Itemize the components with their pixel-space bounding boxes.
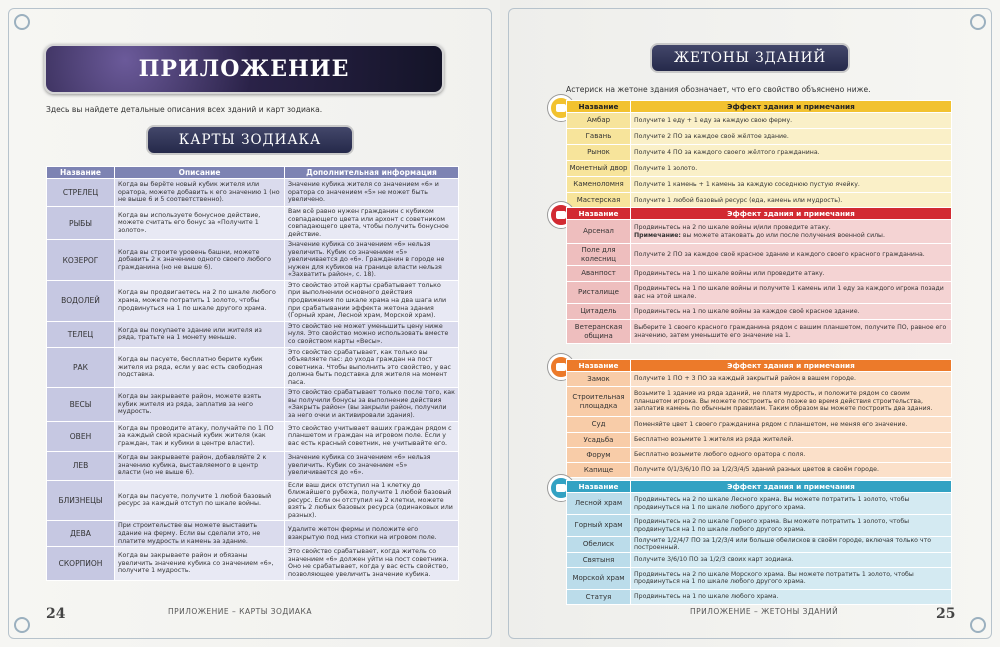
- zodiac-extra-info: Если ваш диск отступил на 1 клетку до ближайшего рубежа, получите 1 любой базовый ресурс. Если он отступил на 2 клетки, можете взять 2 любых базовых ресурса (одинаковых или разных).: [285, 480, 459, 521]
- building-name: Горный храм: [567, 515, 631, 537]
- column-header: Название: [567, 101, 631, 113]
- building-effect: [631, 567, 952, 589]
- building-name: Святыня: [567, 552, 631, 567]
- building-name: Аванпост: [567, 266, 631, 282]
- table-row: [47, 421, 459, 451]
- building-effect: [631, 320, 952, 344]
- intro-text: Астериск на жетоне здания обозначает, что его свойство объяснено ниже.: [566, 85, 871, 94]
- zodiac-description: Когда вы используете бонусное действие, можете считать его бонус за «Получите 1 золото».: [115, 207, 285, 240]
- table-row: [567, 567, 952, 589]
- building-effect: [631, 129, 952, 145]
- zodiac-extra-info: Значение кубика со значением «6» нельзя увеличить. Кубик со значением «5» увеличивается до «6». Гражданин в городе не нужен для кубиков на границе власти нельзя «Захватить район», с. 18).: [285, 240, 459, 281]
- building-name: Ристалище: [567, 282, 631, 304]
- table-row: [47, 388, 459, 421]
- zodiac-description: Когда вы берёте новый кубик жителя или оратора, можете добавить к его значению 1 (но не выше 6 и 5 соответственно).: [115, 179, 285, 207]
- zodiac-description: Когда вы пасуете, бесплатно берите кубик жителя из ряда, если у вас есть свободная подставка.: [115, 347, 285, 388]
- zodiac-extra-info: Вам всё равно нужен гражданин с кубиком совпадающего цвета или архонт с советником совпадающего цвета, чтобы получить бонусное действие.: [285, 207, 459, 240]
- building-name: Цитадель: [567, 304, 631, 320]
- effect-text: Поменяйте цвет 1 своего гражданина рядом с планшетом, не меняя его значение.: [634, 420, 908, 428]
- yellow-table-body: [567, 113, 952, 209]
- table-row: [567, 372, 952, 387]
- effect-text: Получите 1 золото.: [634, 164, 698, 172]
- red-table-body: [567, 220, 952, 344]
- zodiac-extra-info: Это свойство срабатывает, когда житель со значением «6» должен уйти на пост советника. Оно не срабатывает, когда у вас есть свойство, позволяющее увеличить значение кубика.: [285, 547, 459, 580]
- blue-buildings-table: [566, 480, 952, 605]
- table-row: [47, 521, 459, 547]
- building-name: Строительная площадка: [567, 387, 631, 417]
- table-row: [567, 448, 952, 463]
- zodiac-extra-info: Это свойство не может уменьшить цену ниже нуля. Это свойство можно использовать вместе со свойством карты «Весы».: [285, 321, 459, 347]
- table-row: [567, 161, 952, 177]
- effect-text: Бесплатно возьмите 1 жителя из ряда жителей.: [634, 436, 794, 444]
- table-row: [567, 145, 952, 161]
- zodiac-name: СТРЕЛЕЦ: [47, 179, 115, 207]
- table-row: [567, 244, 952, 266]
- effect-text: Выберите 1 своего красного гражданина рядом с вашим планшетом, получите ПО, равное его значению, затем уменьшите его значение на 1.: [634, 324, 947, 339]
- effect-text: Продвиньтесь на 2 по шкале Морского храма. Вы можете потратить 1 золото, чтобы продвинуться на 1 по шкале любого другого храма.: [634, 570, 914, 586]
- building-effect: [631, 417, 952, 433]
- corner-ornament-icon: [970, 617, 986, 633]
- column-header: Название: [567, 208, 631, 220]
- corner-ornament-icon: [970, 14, 986, 30]
- table-row: [567, 304, 952, 320]
- page-number: 25: [936, 606, 956, 622]
- building-name: Форум: [567, 448, 631, 463]
- zodiac-description: Когда вы проводите атаку, получайте по 1 ПО за каждый свой красный кубик жителя (как граждан, так и кубики в центре власти).: [115, 421, 285, 451]
- table-row: [567, 589, 952, 604]
- table-row: [47, 240, 459, 281]
- appendix-banner: [44, 44, 444, 94]
- zodiac-description: Когда вы строите уровень башни, можете добавить 2 к значению одного своего любого гражданина (но не выше 6).: [115, 240, 285, 281]
- column-header: Название: [567, 360, 631, 372]
- column-header: Эффект здания и примечания: [631, 360, 952, 372]
- zodiac-table-body: [47, 179, 459, 581]
- building-name: Каменоломня: [567, 177, 631, 193]
- note-text: вы можете атаковать до или после получения военной силы.: [682, 231, 885, 239]
- zodiac-description: Когда вы пасуете, получите 1 любой базовый ресурс за каждый отступ по шкале войны.: [115, 480, 285, 521]
- table-row: [567, 463, 952, 478]
- building-name: Статуя: [567, 589, 631, 604]
- table-row: [567, 552, 952, 567]
- effect-text: Продвиньтесь на 2 по шкале Горного храма. Вы можете потратить 1 золото, чтобы продвинуться на 1 по шкале любого другого храма.: [634, 518, 910, 533]
- zodiac-description: Когда вы закрываете район, можете взять кубик жителя из ряда, заплатив за него мудрость.: [115, 388, 285, 421]
- section-title: ЖЕТОНЫ ЗДАНИЙ: [673, 50, 827, 66]
- corner-ornament-icon: [14, 14, 30, 30]
- red-buildings-table: [566, 207, 952, 344]
- zodiac-name: ДЕВА: [47, 521, 115, 547]
- effect-text: Возьмите 1 здание из ряда зданий, не платя мудрость, и положите рядом со своим планшетом игрока. Вы можете построить его позже во время действия строительства, заплатив камень по обычным правилам. Таким образом вы можете построить два здания.: [634, 390, 933, 413]
- building-name: Мастерская: [567, 193, 631, 209]
- table-header: [47, 167, 459, 179]
- zodiac-name: ВЕСЫ: [47, 388, 115, 421]
- corner-ornament-icon: [14, 617, 30, 633]
- section-title: КАРТЫ ЗОДИАКА: [178, 132, 322, 148]
- zodiac-extra-info: Значение кубика со значением «6» нельзя увеличить. Кубик со значением «5» увеличивается до «6».: [285, 451, 459, 480]
- building-effect: [631, 266, 952, 282]
- effect-text: Получите 1 ПО + 3 ПО за каждый закрытый район в вашем городе.: [634, 375, 856, 383]
- table-row: [567, 266, 952, 282]
- building-effect: [631, 463, 952, 478]
- table-row: [567, 493, 952, 515]
- zodiac-extra-info: Это свойство срабатывает, как только вы объявляете пас: до ухода граждан на пост советника. Чтобы выполнить это свойство, у вас должна быть подставка для жителя на момент паса.: [285, 347, 459, 388]
- building-name: Гавань: [567, 129, 631, 145]
- section-banner: [650, 43, 850, 73]
- effect-text: Получите 2 ПО за каждое своё жёлтое здание.: [634, 132, 789, 140]
- building-name: Морской храм: [567, 567, 631, 589]
- zodiac-name: ВОДОЛЕЙ: [47, 280, 115, 321]
- zodiac-name: РАК: [47, 347, 115, 388]
- building-name: Арсенал: [567, 220, 631, 244]
- page-footer: ПРИЛОЖЕНИЕ – ЖЕТОНЫ ЗДАНИЙ: [690, 607, 839, 616]
- zodiac-extra-info: Это свойство учитывает ваших граждан рядом с планшетом и граждан на игровом поле. Если у вас есть красный советник, не учитывайте его.: [285, 421, 459, 451]
- effect-text: Получите 1 еду + 1 еду за каждую свою ферму.: [634, 116, 793, 124]
- zodiac-name: ЛЕВ: [47, 451, 115, 480]
- column-header: Дополнительная информация: [285, 167, 459, 179]
- note-label: Примечание:: [634, 231, 681, 239]
- table-row: [47, 451, 459, 480]
- table-row: [567, 417, 952, 433]
- building-effect: [631, 244, 952, 266]
- building-effect: [631, 537, 952, 553]
- zodiac-extra-info: Это свойство срабатывает только после того, как вы получили бонусы за выполнение действия «Закрыть район» (вы закрыли район, получили за него очки и активировали здания).: [285, 388, 459, 421]
- building-name: Замок: [567, 372, 631, 387]
- section-banner: [146, 125, 354, 155]
- effect-text: Получите 3/6/10 ПО за 1/2/3 своих карт зодиака.: [634, 556, 794, 564]
- building-name: Усадьба: [567, 433, 631, 448]
- effect-text: Продвиньтесь на 1 по шкале войны или проведите атаку.: [634, 269, 825, 277]
- zodiac-table: [46, 166, 459, 581]
- effect-text: Получите 1/2/4/7 ПО за 1/2/3/4 или больше обелисков в своём городе, включая только что построенный.: [634, 537, 931, 552]
- building-effect: [631, 387, 952, 417]
- table-row: [47, 179, 459, 207]
- table-row: [567, 433, 952, 448]
- table-row: [567, 537, 952, 553]
- zodiac-name: РЫБЫ: [47, 207, 115, 240]
- zodiac-description: Когда вы закрываете район, добавляйте 2 к значению кубика, выставляемого в центр власти (но не выше 6).: [115, 451, 285, 480]
- building-name: Поле для колесниц: [567, 244, 631, 266]
- zodiac-description: Когда вы закрываете район и обязаны увеличить значение кубика со значением «6», получите 1 мудрость.: [115, 547, 285, 580]
- effect-text: Получите 4 ПО за каждого своего жёлтого гражданина.: [634, 148, 820, 156]
- zodiac-name: ТЕЛЕЦ: [47, 321, 115, 347]
- column-header: Эффект здания и примечания: [631, 101, 952, 113]
- table-row: [47, 207, 459, 240]
- zodiac-description: Когда вы покупаете здание или жителя из ряда, тратьте на 1 монету меньше.: [115, 321, 285, 347]
- zodiac-description: Когда вы продвигаетесь на 2 по шкале любого храма, можете потратить 1 золото, чтобы продвинуться на 1 по шкале другого храма.: [115, 280, 285, 321]
- yellow-buildings-table: [566, 100, 952, 209]
- effect-text: Получите 1 любой базовый ресурс (еда, камень или мудрость).: [634, 196, 843, 204]
- effect-text: Продвиньтесь на 2 по шкале войны и/или проведите атаку.: [634, 224, 831, 232]
- effect-text: Продвиньтесь на 1 по шкале любого храма.: [634, 593, 779, 601]
- zodiac-name: ОВЕН: [47, 421, 115, 451]
- zodiac-name: КОЗЕРОГ: [47, 240, 115, 281]
- building-name: Амбар: [567, 113, 631, 129]
- zodiac-extra-info: Значение кубика жителя со значением «6» и оратора со значением «5» не может быть увеличено.: [285, 179, 459, 207]
- table-row: [47, 321, 459, 347]
- zodiac-extra-info: Это свойство этой карты срабатывает только при выполнении основного действия продвижения по шкале храма на два шага или при срабатывании эффекта жетона здания (Горный храм, Лесной храм, Морской храм).: [285, 280, 459, 321]
- orange-table-body: [567, 372, 952, 478]
- building-name: Лесной храм: [567, 493, 631, 515]
- column-header: Название: [47, 167, 115, 179]
- effect-text: Продвиньтесь на 2 по шкале Лесного храма. Вы можете потратить 1 золото, чтобы продвинуться на 1 по шкале любого другого храма.: [634, 496, 910, 511]
- building-name: Обелиск: [567, 537, 631, 553]
- building-name: Капище: [567, 463, 631, 478]
- blue-table-body: [567, 493, 952, 605]
- building-effect: [631, 113, 952, 129]
- building-name: Суд: [567, 417, 631, 433]
- column-header: Эффект здания и примечания: [631, 481, 952, 493]
- column-header: Описание: [115, 167, 285, 179]
- effect-text: Продвиньтесь на 1 по шкале войны за каждое своё красное здание.: [634, 307, 860, 315]
- table-row: [47, 547, 459, 580]
- table-row: [567, 387, 952, 417]
- building-name: Ветеранская община: [567, 320, 631, 344]
- building-effect: [631, 282, 952, 304]
- building-effect: [631, 589, 952, 604]
- zodiac-extra-info: Удалите жетон фермы и положите его взакрытую под низ стопки на игровом поле.: [285, 521, 459, 547]
- table-row: [47, 347, 459, 388]
- building-effect: [631, 515, 952, 537]
- column-header: Эффект здания и примечания: [631, 208, 952, 220]
- building-effect: [631, 448, 952, 463]
- table-row: [567, 113, 952, 129]
- page-footer: ПРИЛОЖЕНИЕ – КАРТЫ ЗОДИАКА: [168, 607, 312, 616]
- effect-text: Получите 1 камень + 1 камень за каждую соседнюю пустую ячейку.: [634, 180, 860, 188]
- building-effect: [631, 304, 952, 320]
- effect-text: Получите 2 ПО за каждое своё красное здание и каждого своего красного гражданина.: [634, 250, 925, 258]
- table-row: [47, 480, 459, 521]
- zodiac-name: БЛИЗНЕЦЫ: [47, 480, 115, 521]
- table-row: [47, 280, 459, 321]
- building-effect: [631, 161, 952, 177]
- table-row: [567, 220, 952, 244]
- page-title: ПРИЛОЖЕНИЕ: [138, 56, 350, 82]
- building-effect: [631, 433, 952, 448]
- building-effect: [631, 177, 952, 193]
- effect-text: Бесплатно возьмите любого одного оратора с поля.: [634, 451, 806, 459]
- zodiac-description: При строительстве вы можете выставить здание на ферму. Если вы сделали это, не платите мудрость и камень за здание.: [115, 521, 285, 547]
- intro-text: Здесь вы найдете детальные описания всех зданий и карт зодиака.: [46, 105, 323, 114]
- table-row: [567, 515, 952, 537]
- table-row: [567, 177, 952, 193]
- column-header: Название: [567, 481, 631, 493]
- table-row: [567, 320, 952, 344]
- page-number: 24: [46, 606, 66, 622]
- zodiac-name: СКОРПИОН: [47, 547, 115, 580]
- building-effect: [631, 493, 952, 515]
- building-effect: [631, 552, 952, 567]
- building-effect: [631, 220, 952, 244]
- building-name: Рынок: [567, 145, 631, 161]
- orange-buildings-table: [566, 359, 952, 478]
- building-name: Монетный двор: [567, 161, 631, 177]
- table-row: [567, 282, 952, 304]
- effect-text: Получите 0/1/3/6/10 ПО за 1/2/3/4/5 зданий разных цветов в своём городе.: [634, 466, 879, 474]
- table-row: [567, 129, 952, 145]
- building-effect: [631, 372, 952, 387]
- building-effect: [631, 145, 952, 161]
- effect-text: Продвиньтесь на 1 по шкале войны и получите 1 камень или 1 еду за каждого игрока позади вас на этой шкале.: [634, 285, 944, 300]
